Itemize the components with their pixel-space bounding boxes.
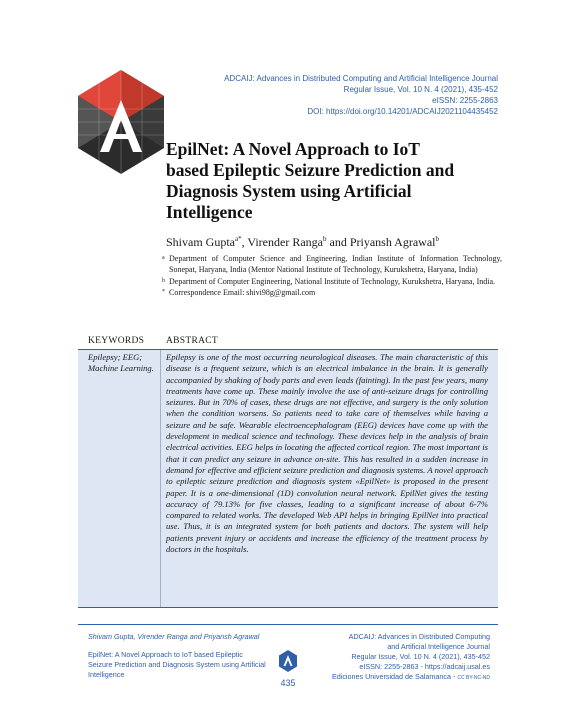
affiliation-item (162, 276, 502, 287)
footer-journal-name: ADCAIJ: Advances in Distributed Computing (348, 632, 490, 641)
abstract-text: Epilepsy is one of the most occurring neurological diseases. The main characteristic of this disease is a frequent seizure, which is an electrical imbalance in the brain. It is generally accompanied by shaking of body parts and even leads (fainting). In the past few years, many treatments have come up. These mainly involve the use of anti-seizure drugs for controlling seizures. But in 70% of cases, these drugs are not effective, and surgery is the only solution when the condition worsens. So patients need to take care of themselves while having a seizure and be safe. Wearable electroencephalogram (EEG) devices have come up with the development in medical science and technology. These devices help in the analysis of brain electrical activities. EEG helps in locating the affected cortical region. The most important is that it can predict any seizure in advance on-site. This has resulted in a sudden increase in demand for effective and efficient seizure prediction and diagnosis systems. A novel approach to epileptic seizure prediction and diagnosis system «EpilNet» is proposed in the present paper. It is a one-dimensional (1D) convolution neural network. EpilNet gives the testing accuracy of 79.13% for five classes, leading to a significant increase of about 6-7% compared to related works. The developed Web API helps in bringing EpilNet into practical use. Thus, it is an integrated system for both patients and doctors. The system will help patients prevent injury or accidents and increase the efficiency of the treatment process by doctors in the hospitals. (166, 352, 488, 555)
author-separator: and (326, 235, 350, 249)
author-affiliation-mark: b (323, 235, 327, 243)
footer-article-title: EpilNet: A Novel Approach to IoT based Epileptic Seizure Prediction and Diagnosis System using Artificial Intelligence (88, 650, 266, 679)
article-title: EpilNet: A Novel Approach to IoT based Epileptic Seizure Prediction and Diagnosis System using Artificial Intelligence (166, 139, 455, 222)
keywords-text: Epilepsy; EEG; Machine Learning. (88, 352, 154, 374)
page-number: 435 (280, 678, 296, 688)
affiliation-text: Department of Computer Engineering, National Institute of Technology, Kurukshetra, Haryana, India. (169, 276, 496, 286)
affiliation-text: Department of Computer Science and Engineering, Indian Institute of Information Technology, Sonepat, Haryana, India (Mentor National Institute of Technology, Kurukshetra, Haryana, India) (169, 254, 502, 275)
author-separator: , (241, 235, 248, 249)
author-affiliation-mark: a* (235, 235, 242, 243)
journal-name: ADCAIJ: Advances in Distributed Computing and Artificial Intelligence Journal (224, 74, 498, 83)
journal-issue: Regular Issue, Vol. 10 N. 4 (2021), 435-452 (343, 85, 498, 94)
section-rule (78, 607, 498, 608)
affiliation-mark: a (162, 255, 165, 261)
affiliations (162, 253, 502, 299)
journal-doi[interactable]: DOI: https://doi.org/10.14201/ADCAIJ2021104435452 (307, 107, 498, 116)
footer-eissn-url[interactable]: eISSN: 2255-2863 - https://adcaij.usal.es (359, 662, 490, 671)
author-name: Priyansh Agrawal (349, 235, 436, 249)
author-list (166, 232, 506, 250)
journal-header (178, 73, 498, 117)
correspondence-email[interactable]: Correspondence Email: shivi98g@gmail.com (169, 288, 316, 298)
footer-publisher-line (300, 672, 490, 683)
license-badge: CC BY-NC-ND (457, 675, 490, 681)
affiliation-item (162, 287, 502, 298)
author-name: Virender Ranga (247, 235, 323, 249)
affiliation-mark: b (162, 277, 165, 284)
affiliation-mark: * (162, 289, 165, 296)
abstract-heading: ABSTRACT (166, 336, 219, 346)
footer-issue: Regular Issue, Vol. 10 N. 4 (2021), 435-452 (351, 652, 490, 661)
journal-small-logo-icon (279, 650, 297, 672)
footer-rule (78, 624, 498, 625)
affiliation-item (162, 253, 502, 276)
footer-left (88, 632, 268, 680)
author-affiliation-mark: b (435, 235, 439, 243)
keywords-heading: KEYWORDS (88, 336, 145, 346)
column-divider (160, 350, 161, 607)
footer-publisher: Ediciones Universidad de Salamanca - (331, 672, 458, 681)
footer-authors: Shivam Gupta, Virender Ranga and Priyansh Agrawal (88, 632, 260, 641)
journal-logo-icon (78, 70, 164, 174)
journal-eissn: eISSN: 2255-2863 (432, 96, 498, 105)
footer-right (300, 632, 490, 683)
author-name: Shivam Gupta (166, 235, 235, 249)
footer-journal-name-cont: and Artificial Intelligence Journal (387, 642, 490, 651)
